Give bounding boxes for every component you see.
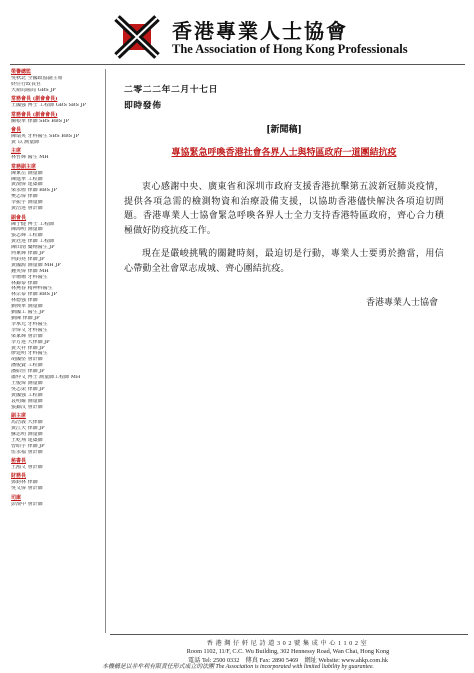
roster-member: 林哲輝 醫生 MH bbox=[11, 155, 49, 161]
roster-member: 黃漢偉 建築師 bbox=[11, 182, 43, 188]
roster-member: 蕭仲文 博士 測量師工程師 MH bbox=[11, 375, 81, 381]
roster-section-title: 常務會長 (創會會長) bbox=[11, 111, 58, 118]
roster-member: 黃天祥 律師 JP bbox=[11, 345, 45, 351]
roster-member: 潘紹佳 律師 JP bbox=[11, 369, 45, 375]
roster-member: 林燕春 精神科醫生 bbox=[11, 286, 53, 292]
roster-member: 黃國強 工程師 bbox=[11, 392, 43, 398]
release-date: 二零二二年二月十七日 bbox=[124, 85, 218, 95]
roster-section bbox=[11, 113, 101, 125]
roster-section-title: 副會長 bbox=[11, 214, 27, 221]
roster-member: 關根華 律師 SBS BBS JP bbox=[11, 118, 70, 124]
roster-member: 張志輝 工程師 bbox=[11, 233, 43, 239]
org-name-chinese: 香港專業人士協會 bbox=[172, 19, 348, 43]
release-type: 即時發佈 bbox=[124, 101, 162, 111]
roster-section-title: 榮譽總監 bbox=[11, 69, 32, 75]
roster-member: 李方達 大律師 JP bbox=[11, 339, 50, 345]
roster-member: 鄧鈞林 律師 bbox=[11, 480, 38, 486]
roster-section bbox=[11, 97, 101, 109]
contact-line: 電話 Tel: 2500 0332 傳真 Fax: 2890 5469 網址 Website: www.ahkp.com.hk bbox=[188, 656, 388, 664]
roster-section-title: 司庫 bbox=[11, 494, 22, 501]
roster-member: 李承元 牙科醫生 bbox=[11, 321, 48, 327]
org-name-english: The Association of Hong Kong Professionals bbox=[172, 42, 408, 56]
officer-roster bbox=[11, 70, 101, 511]
roster-member: 鍾英偉 律師 MH bbox=[11, 268, 49, 274]
paragraph: 衷心感謝中央、廣東省和深圳市政府支援香港抗擊第五波新冠肺炎疫情，提供各項急需的檢測物資和治療設備支援，以協助香港儘快解決各項迫切問題。香港專業人士協會緊急呼喚各界人士全力支持香港特區政府，齊心合力積極做好防疫抗疫工作。 bbox=[124, 182, 444, 236]
roster-section bbox=[11, 459, 101, 471]
news-label: [新聞稿] bbox=[266, 125, 302, 135]
association-logo bbox=[112, 14, 162, 60]
address-chinese: 香港灣仔軒尼詩道302號集成中心1102室 bbox=[206, 640, 370, 647]
roster-member: 劉興華 測量師 bbox=[11, 304, 43, 310]
roster-member: 黃冠達 律師 工程師 bbox=[11, 239, 55, 245]
roster-member: 梁家輝 會計師 bbox=[11, 333, 43, 339]
roster-member: 吳文偉 會計師 bbox=[11, 486, 43, 492]
roster-section bbox=[11, 165, 101, 212]
roster-member: 何東輝 律師 JP bbox=[11, 251, 45, 257]
header-divider bbox=[10, 64, 465, 65]
roster-section-title: 副主席 bbox=[11, 413, 27, 420]
signoff: 香港專業人士協會 bbox=[365, 297, 438, 308]
roster-member: 黃國源 測量師 MH JP bbox=[11, 262, 61, 268]
roster-member: 陳瑞英 牙科醫生 SBS BBS JP bbox=[11, 133, 80, 139]
roster-section-title: 常務副主席 bbox=[11, 163, 37, 170]
roster-section bbox=[11, 414, 101, 455]
roster-member: 彭漢中 會計師 bbox=[11, 501, 43, 507]
roster-member: 伍永福 會計師 bbox=[11, 449, 43, 455]
roster-section-title: 常務會長 (創會會長) bbox=[11, 96, 58, 103]
roster-section bbox=[11, 149, 101, 161]
roster-member: 蘇思明 測量師 bbox=[11, 431, 43, 437]
roster-member: 終任行政長官 bbox=[11, 81, 42, 87]
paragraph: 現在是嚴峻挑戰的關鍵時刻，最迫切是行動，專業人士要勇於擔當，用信心帶動全社會眾志成城、齊心團結抗疫。 bbox=[124, 249, 444, 274]
roster-section bbox=[11, 496, 101, 508]
roster-member: 胡國堅 會計師 bbox=[11, 357, 43, 363]
footer-divider bbox=[110, 634, 468, 635]
roster-member: 李偉文 牙科醫生 bbox=[11, 327, 48, 333]
roster-section bbox=[11, 70, 101, 94]
roster-section bbox=[11, 216, 101, 411]
roster-member: 何釣堯 律師 JP bbox=[11, 256, 45, 262]
roster-section-title: 財務長 bbox=[11, 473, 27, 480]
roster-member: 陳田南 藥劑醫生 JP bbox=[11, 245, 55, 251]
roster-member: 林宗泰 律師 BBS JP bbox=[11, 292, 57, 298]
roster-member: 陳海明 測量師 bbox=[11, 227, 43, 233]
roster-member: 張錦汶 會計師 bbox=[11, 404, 43, 410]
roster-member: 王屹翔 建築師 bbox=[11, 437, 43, 443]
address-english: Room 1102, 11/F, C.C. Wu Building, 302 Hennessy Road, Wan Chai, Hong Kong bbox=[186, 648, 390, 656]
roster-member: 潘俊賢 工程師 bbox=[11, 363, 43, 369]
roster-member: 袁明耀 測量師 bbox=[11, 398, 43, 404]
roster-section-title: 主席 bbox=[11, 148, 22, 155]
roster-member: 大衛局醫局 GBS JP bbox=[11, 87, 56, 93]
roster-member: 林錦泰 律師 bbox=[11, 280, 38, 286]
column-divider bbox=[105, 69, 106, 633]
roster-member: 劉國工 醫生 JP bbox=[11, 310, 45, 316]
roster-member: 梁永標 律師 BBS JP bbox=[11, 188, 57, 194]
roster-member: 黃 以 測量師 bbox=[11, 139, 40, 145]
roster-member: 林德強 律師 bbox=[11, 298, 38, 304]
roster-member: 李振宇 測量師 bbox=[11, 200, 43, 206]
roster-member: 吳志榮 律師 JP bbox=[11, 386, 45, 392]
roster-member: 黃江天 律師 JP bbox=[11, 425, 45, 431]
roster-member: 陳東岳 測量師 bbox=[11, 170, 43, 176]
roster-member: 馬浩義 大律師 bbox=[11, 420, 43, 425]
roster-member: 吳秋北 全國政協副主席 bbox=[11, 75, 63, 81]
roster-section-title: 秘書長 bbox=[11, 458, 27, 465]
headline: 專協緊急呼喚香港社會各界人士與特區政府一道團結抗疫 bbox=[171, 148, 397, 158]
roster-member: 廖建明 牙科醫生 bbox=[11, 351, 48, 357]
roster-member: 王俊煒 測量師 bbox=[11, 380, 43, 386]
roster-member: 樊志偉 律師 bbox=[11, 194, 38, 200]
roster-member: 王鴻文 會計師 bbox=[11, 464, 43, 470]
roster-member: 李珊珊 牙科醫生 bbox=[11, 274, 48, 280]
roster-section bbox=[11, 474, 101, 492]
roster-member: 黃浩達 會計師 bbox=[11, 206, 43, 212]
roster-member: 劉陳 律師 JP bbox=[11, 316, 40, 321]
roster-section bbox=[11, 128, 101, 146]
roster-member: 曾昭宇 律師 JP bbox=[11, 443, 45, 449]
legal-disclaimer: 本機構是以非牟利有限責任形式成立的法團 The Association is incorporated with limited liability by guarantee. bbox=[102, 664, 374, 670]
roster-member: 陳子健 博士 工程師 bbox=[11, 221, 55, 227]
roster-section-title: 會長 bbox=[11, 127, 22, 134]
roster-member: 王國強 博士 工程師 GBS SBS JP bbox=[11, 103, 86, 109]
press-release-body bbox=[124, 82, 444, 308]
roster-member: 陳進華 工程師 bbox=[11, 176, 43, 182]
